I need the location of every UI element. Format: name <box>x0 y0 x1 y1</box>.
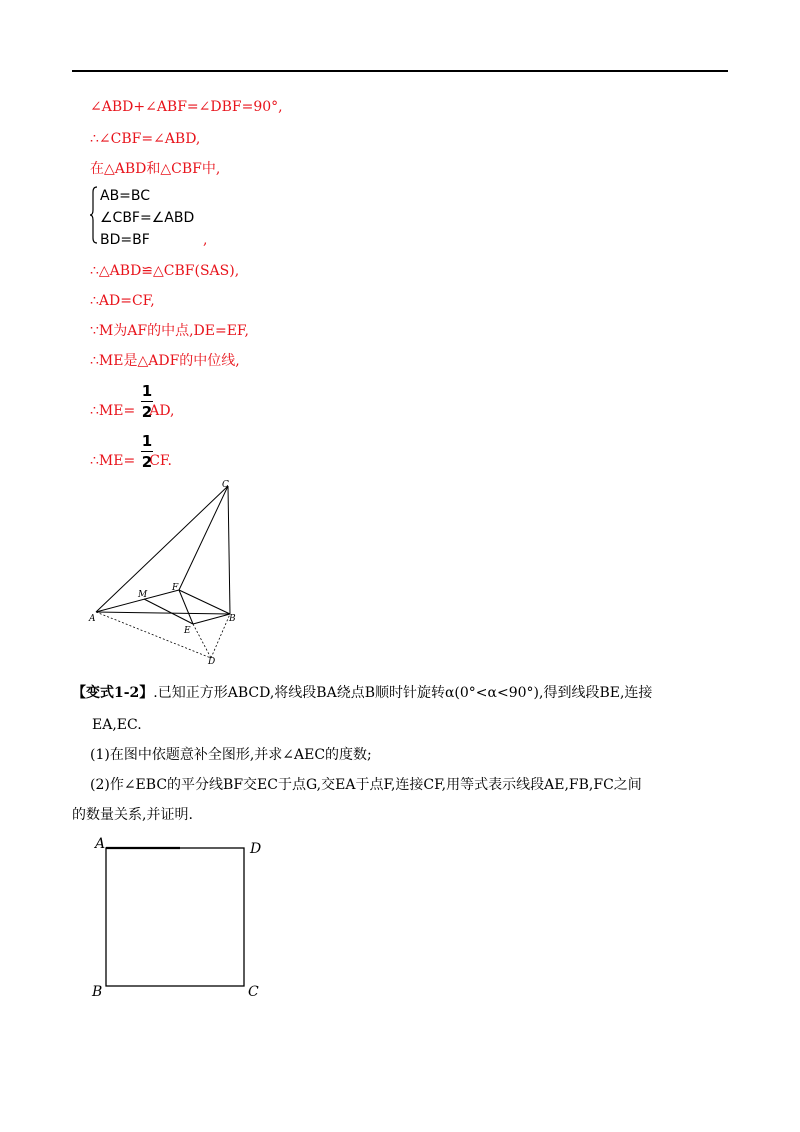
header-rule <box>72 70 728 72</box>
label-D: D <box>208 657 216 667</box>
question-1: (1)在图中依题意补全图形,并求∠AEC的度数; <box>90 747 372 763</box>
problem-stem-a: .已知正方形ABCD,将线段BA绕点B顺时针旋转α(0°<α<90°),得到线段BE,连接 <box>153 685 653 701</box>
label-C: C <box>248 984 259 1000</box>
label-M: M <box>138 590 148 600</box>
frac2-num: 1 <box>141 432 153 450</box>
proof-line-5: ∴△ABD≌△CBF(SAS), <box>90 263 240 279</box>
line9-post: AD, <box>149 403 175 419</box>
proof-line-9 <box>90 402 175 420</box>
fraction-half-2 <box>141 432 153 471</box>
system-eq-1: AB=BC <box>100 188 151 204</box>
frac1-den: 2 <box>141 403 153 421</box>
segment-BC <box>228 486 230 614</box>
segment-ED-dashed <box>193 624 211 658</box>
proof-line-7: ∵M为AF的中点,DE=EF, <box>90 323 249 339</box>
line10-post: CF. <box>149 453 172 469</box>
segment-CF <box>179 486 228 590</box>
figure-1-diagram <box>80 475 250 670</box>
frac2-den: 2 <box>141 453 153 471</box>
line10-pre: ∴ME= <box>90 453 136 469</box>
label-D: D <box>250 841 262 857</box>
system-brace <box>90 186 98 244</box>
line9-pre: ∴ME= <box>90 403 136 419</box>
label-B: B <box>92 984 103 1000</box>
label-A: A <box>89 614 96 624</box>
proof-line-10 <box>90 452 172 470</box>
problem-tag: 【变式1-2】 <box>72 685 154 701</box>
label-C: C <box>222 480 229 490</box>
proof-line-6: ∴AD=CF, <box>90 293 155 309</box>
segment-ME <box>144 599 193 624</box>
question-2-line-1: (2)作∠EBC的平分线BF交EC于点G,交EA于点F,连接CF,用等式表示线段AE,FB,FC之间 <box>90 777 642 793</box>
system-eq-3: BD=BF <box>100 232 150 248</box>
segment-AB <box>96 612 230 614</box>
segment-BD-dashed <box>211 614 230 658</box>
segment-EB <box>193 614 230 624</box>
question-2-line-2: 的数量关系,并证明. <box>72 807 193 823</box>
segment-AC <box>96 486 228 612</box>
system-comma: , <box>203 232 208 248</box>
segment-AD-dashed <box>96 612 211 658</box>
proof-line-2: ∴∠CBF=∠ABD, <box>90 131 201 147</box>
problem-stem-line-2: EA,EC. <box>92 717 142 733</box>
proof-line-3: 在△ABD和△CBF中, <box>90 161 221 177</box>
label-B: B <box>229 614 236 624</box>
fraction-half-1 <box>141 382 153 421</box>
problem-stem-line-1 <box>72 684 652 702</box>
label-E: E <box>184 626 191 636</box>
proof-line-8: ∴ME是△ADF的中位线, <box>90 353 240 369</box>
frac1-num: 1 <box>141 382 153 400</box>
label-F: F <box>172 583 179 593</box>
segment-FB <box>179 590 230 614</box>
system-eq-2: ∠CBF=∠ABD <box>100 210 195 226</box>
proof-line-1: ∠ABD+∠ABF=∠DBF=90°, <box>90 99 283 115</box>
square-ABCD <box>106 848 244 986</box>
figure-2-square <box>85 830 270 1002</box>
label-A: A <box>95 836 106 852</box>
